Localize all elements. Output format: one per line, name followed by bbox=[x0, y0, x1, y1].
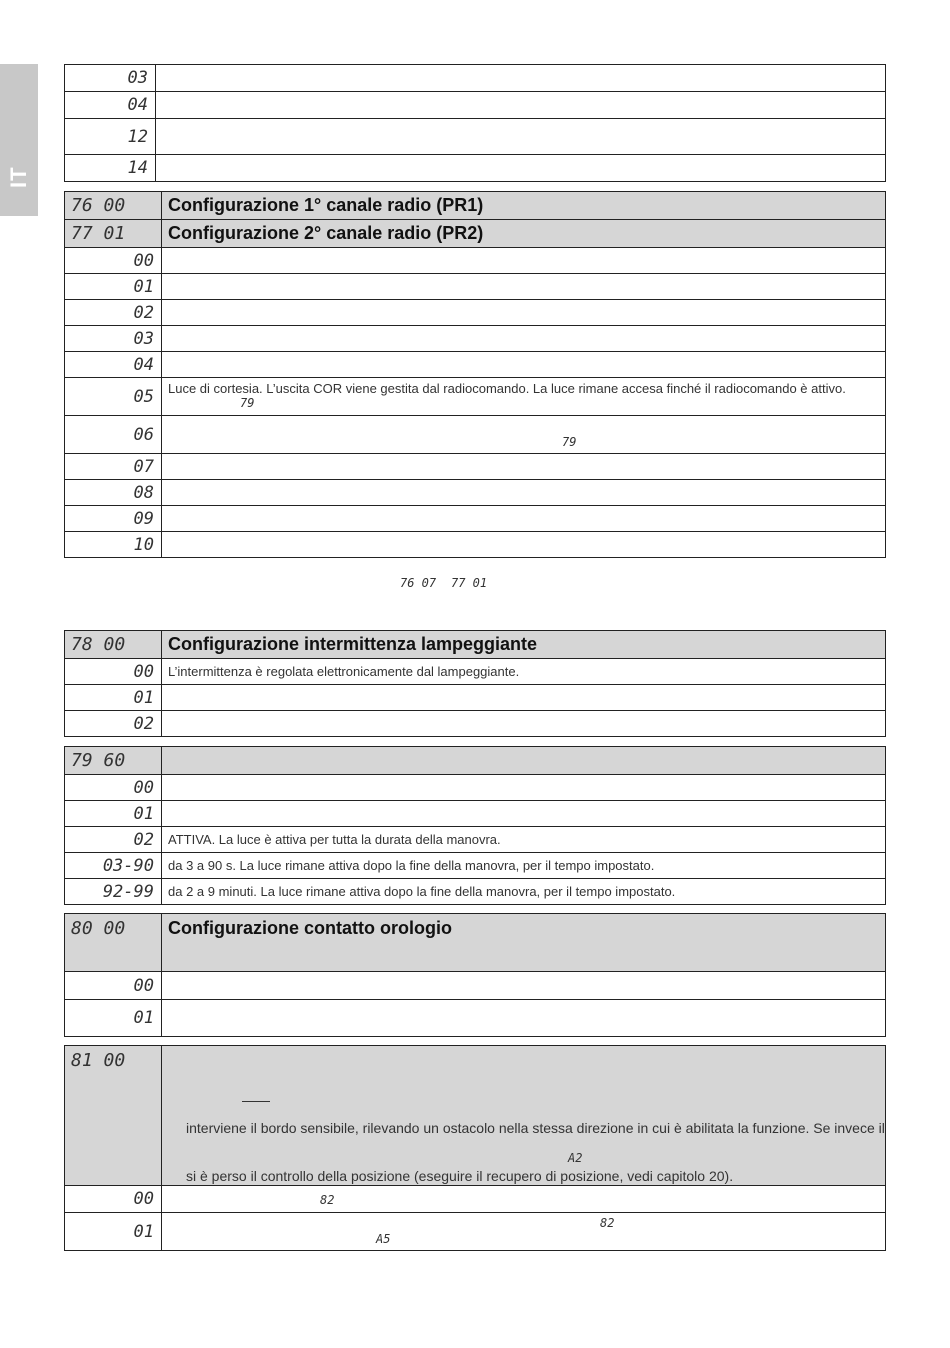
row-text bbox=[162, 480, 886, 506]
table-sensitive-edge bbox=[64, 1045, 886, 1251]
row-text bbox=[162, 506, 886, 532]
param-title bbox=[162, 747, 886, 775]
row-text-cell bbox=[162, 1186, 886, 1213]
table-row bbox=[65, 352, 886, 378]
row-text bbox=[156, 65, 886, 92]
table-clock-contact bbox=[64, 913, 886, 1037]
row-text bbox=[162, 352, 886, 378]
row-text bbox=[162, 801, 886, 827]
row-code: 01 bbox=[65, 1000, 162, 1037]
table-header-row bbox=[65, 220, 886, 248]
param-title: Configurazione contatto orologio bbox=[162, 914, 886, 972]
table-row bbox=[65, 1186, 886, 1213]
note-code-1: 76 07 bbox=[400, 576, 437, 590]
row-code: 09 bbox=[65, 506, 162, 532]
display-ref-code: A2 bbox=[568, 1151, 583, 1165]
language-tab bbox=[0, 64, 38, 216]
row-code: 01 bbox=[65, 801, 162, 827]
row-code: 05 bbox=[65, 378, 162, 416]
param-code: 77 01 bbox=[65, 220, 162, 248]
row-code: 00 bbox=[65, 659, 162, 685]
param-code: 76 00 bbox=[65, 192, 162, 220]
row-code: 03 bbox=[65, 326, 162, 352]
table-row bbox=[65, 480, 886, 506]
row-text bbox=[162, 454, 886, 480]
row-code: 03-90 bbox=[65, 853, 162, 879]
param-code: 78 00 bbox=[65, 631, 162, 659]
row-text: da 3 a 90 s. La luce rimane attiva dopo la fine della manovra, per il tempo impostato. bbox=[162, 853, 886, 879]
table-row bbox=[65, 416, 886, 454]
display-ref-code: 82 bbox=[600, 1216, 615, 1230]
display-ref-code: 79 bbox=[562, 435, 577, 449]
row-text: L’intermittenza è regolata elettronicamente dal lampeggiante. bbox=[162, 659, 886, 685]
table-radio-channels bbox=[64, 191, 886, 558]
row-text-cell bbox=[162, 378, 886, 416]
description-line-2: si è perso il controllo della posizione (eseguire il recupero di posizione, vedi capitolo 20). bbox=[186, 1168, 734, 1184]
row-text-cell bbox=[162, 416, 886, 454]
row-code: 08 bbox=[65, 480, 162, 506]
row-text bbox=[156, 92, 886, 119]
row-code: 12 bbox=[65, 119, 156, 155]
table-row bbox=[65, 92, 886, 119]
row-text: ATTIVA. La luce è attiva per tutta la durata della manovra. bbox=[162, 827, 886, 853]
table-row bbox=[65, 248, 886, 274]
display-ref-code: 79 bbox=[240, 396, 255, 410]
row-text-cell bbox=[162, 1213, 886, 1251]
row-text bbox=[162, 248, 886, 274]
table-row bbox=[65, 827, 886, 853]
language-tab-label: IT bbox=[6, 166, 31, 188]
param-title: Configurazione 2° canale radio (PR2) bbox=[162, 220, 886, 248]
row-code: 01 bbox=[65, 685, 162, 711]
table-row bbox=[65, 1000, 886, 1037]
row-text bbox=[156, 119, 886, 155]
table-row bbox=[65, 155, 886, 182]
table-row bbox=[65, 65, 886, 92]
row-text bbox=[162, 326, 886, 352]
display-ref-code: 82 bbox=[320, 1192, 335, 1207]
row-code: 07 bbox=[65, 454, 162, 480]
row-text bbox=[162, 274, 886, 300]
note-code-2: 77 01 bbox=[451, 576, 488, 590]
table-row bbox=[65, 300, 886, 326]
row-text bbox=[162, 685, 886, 711]
table-row bbox=[65, 326, 886, 352]
row-code: 00 bbox=[65, 775, 162, 801]
table-header-row bbox=[65, 1046, 886, 1186]
table-row bbox=[65, 972, 886, 1000]
param-code: 80 00 bbox=[65, 914, 162, 972]
row-code: 00 bbox=[65, 248, 162, 274]
row-code: 03 bbox=[65, 65, 156, 92]
param-title: Configurazione 1° canale radio (PR1) bbox=[162, 192, 886, 220]
row-text bbox=[156, 155, 886, 182]
row-code: 14 bbox=[65, 155, 156, 182]
param-code: 79 60 bbox=[65, 747, 162, 775]
row-code: 01 bbox=[65, 1213, 162, 1251]
underline-mark bbox=[242, 1101, 270, 1102]
row-code: 02 bbox=[65, 711, 162, 737]
table-row bbox=[65, 775, 886, 801]
row-text bbox=[162, 1000, 886, 1037]
row-code: 00 bbox=[65, 972, 162, 1000]
row-code: 00 bbox=[65, 1186, 162, 1213]
table-flasher bbox=[64, 630, 886, 737]
table-row bbox=[65, 685, 886, 711]
table-row bbox=[65, 454, 886, 480]
table-row bbox=[65, 119, 886, 155]
table-continuation bbox=[64, 64, 886, 182]
row-text: da 2 a 9 minuti. La luce rimane attiva dopo la fine della manovra, per il tempo impostato. bbox=[162, 879, 886, 905]
table-row bbox=[65, 274, 886, 300]
table-header-row bbox=[65, 631, 886, 659]
display-ref-code-2: A5 bbox=[376, 1232, 391, 1246]
row-code: 06 bbox=[65, 416, 162, 454]
table-row bbox=[65, 879, 886, 905]
table-row bbox=[65, 378, 886, 416]
row-text: Luce di cortesia. L’uscita COR viene gestita dal radiocomando. La luce rimane accesa finché il radiocomando è attivo. bbox=[168, 381, 846, 396]
table-row bbox=[65, 659, 886, 685]
table-row bbox=[65, 801, 886, 827]
row-code: 02 bbox=[65, 300, 162, 326]
table-courtesy-light bbox=[64, 746, 886, 905]
param-code: 81 00 bbox=[65, 1046, 162, 1186]
table-row bbox=[65, 506, 886, 532]
row-code: 02 bbox=[65, 827, 162, 853]
table-row bbox=[65, 1213, 886, 1251]
row-text bbox=[162, 972, 886, 1000]
row-code: 04 bbox=[65, 92, 156, 119]
table-header-row bbox=[65, 192, 886, 220]
description-line-1: interviene il bordo sensibile, rilevando un ostacolo nella stessa direzione in cui è abilitata la funzione. Se invece il bbox=[186, 1120, 885, 1136]
table-row bbox=[65, 532, 886, 558]
row-code: 92-99 bbox=[65, 879, 162, 905]
param-description bbox=[162, 1046, 886, 1186]
row-code: 10 bbox=[65, 532, 162, 558]
table-header-row bbox=[65, 914, 886, 972]
row-text bbox=[162, 711, 886, 737]
table-row bbox=[65, 711, 886, 737]
row-text bbox=[162, 300, 886, 326]
row-code: 01 bbox=[65, 274, 162, 300]
row-text bbox=[162, 532, 886, 558]
row-code: 04 bbox=[65, 352, 162, 378]
param-title: Configurazione intermittenza lampeggiante bbox=[162, 631, 886, 659]
row-text bbox=[162, 775, 886, 801]
table-row bbox=[65, 853, 886, 879]
table-header-row bbox=[65, 747, 886, 775]
